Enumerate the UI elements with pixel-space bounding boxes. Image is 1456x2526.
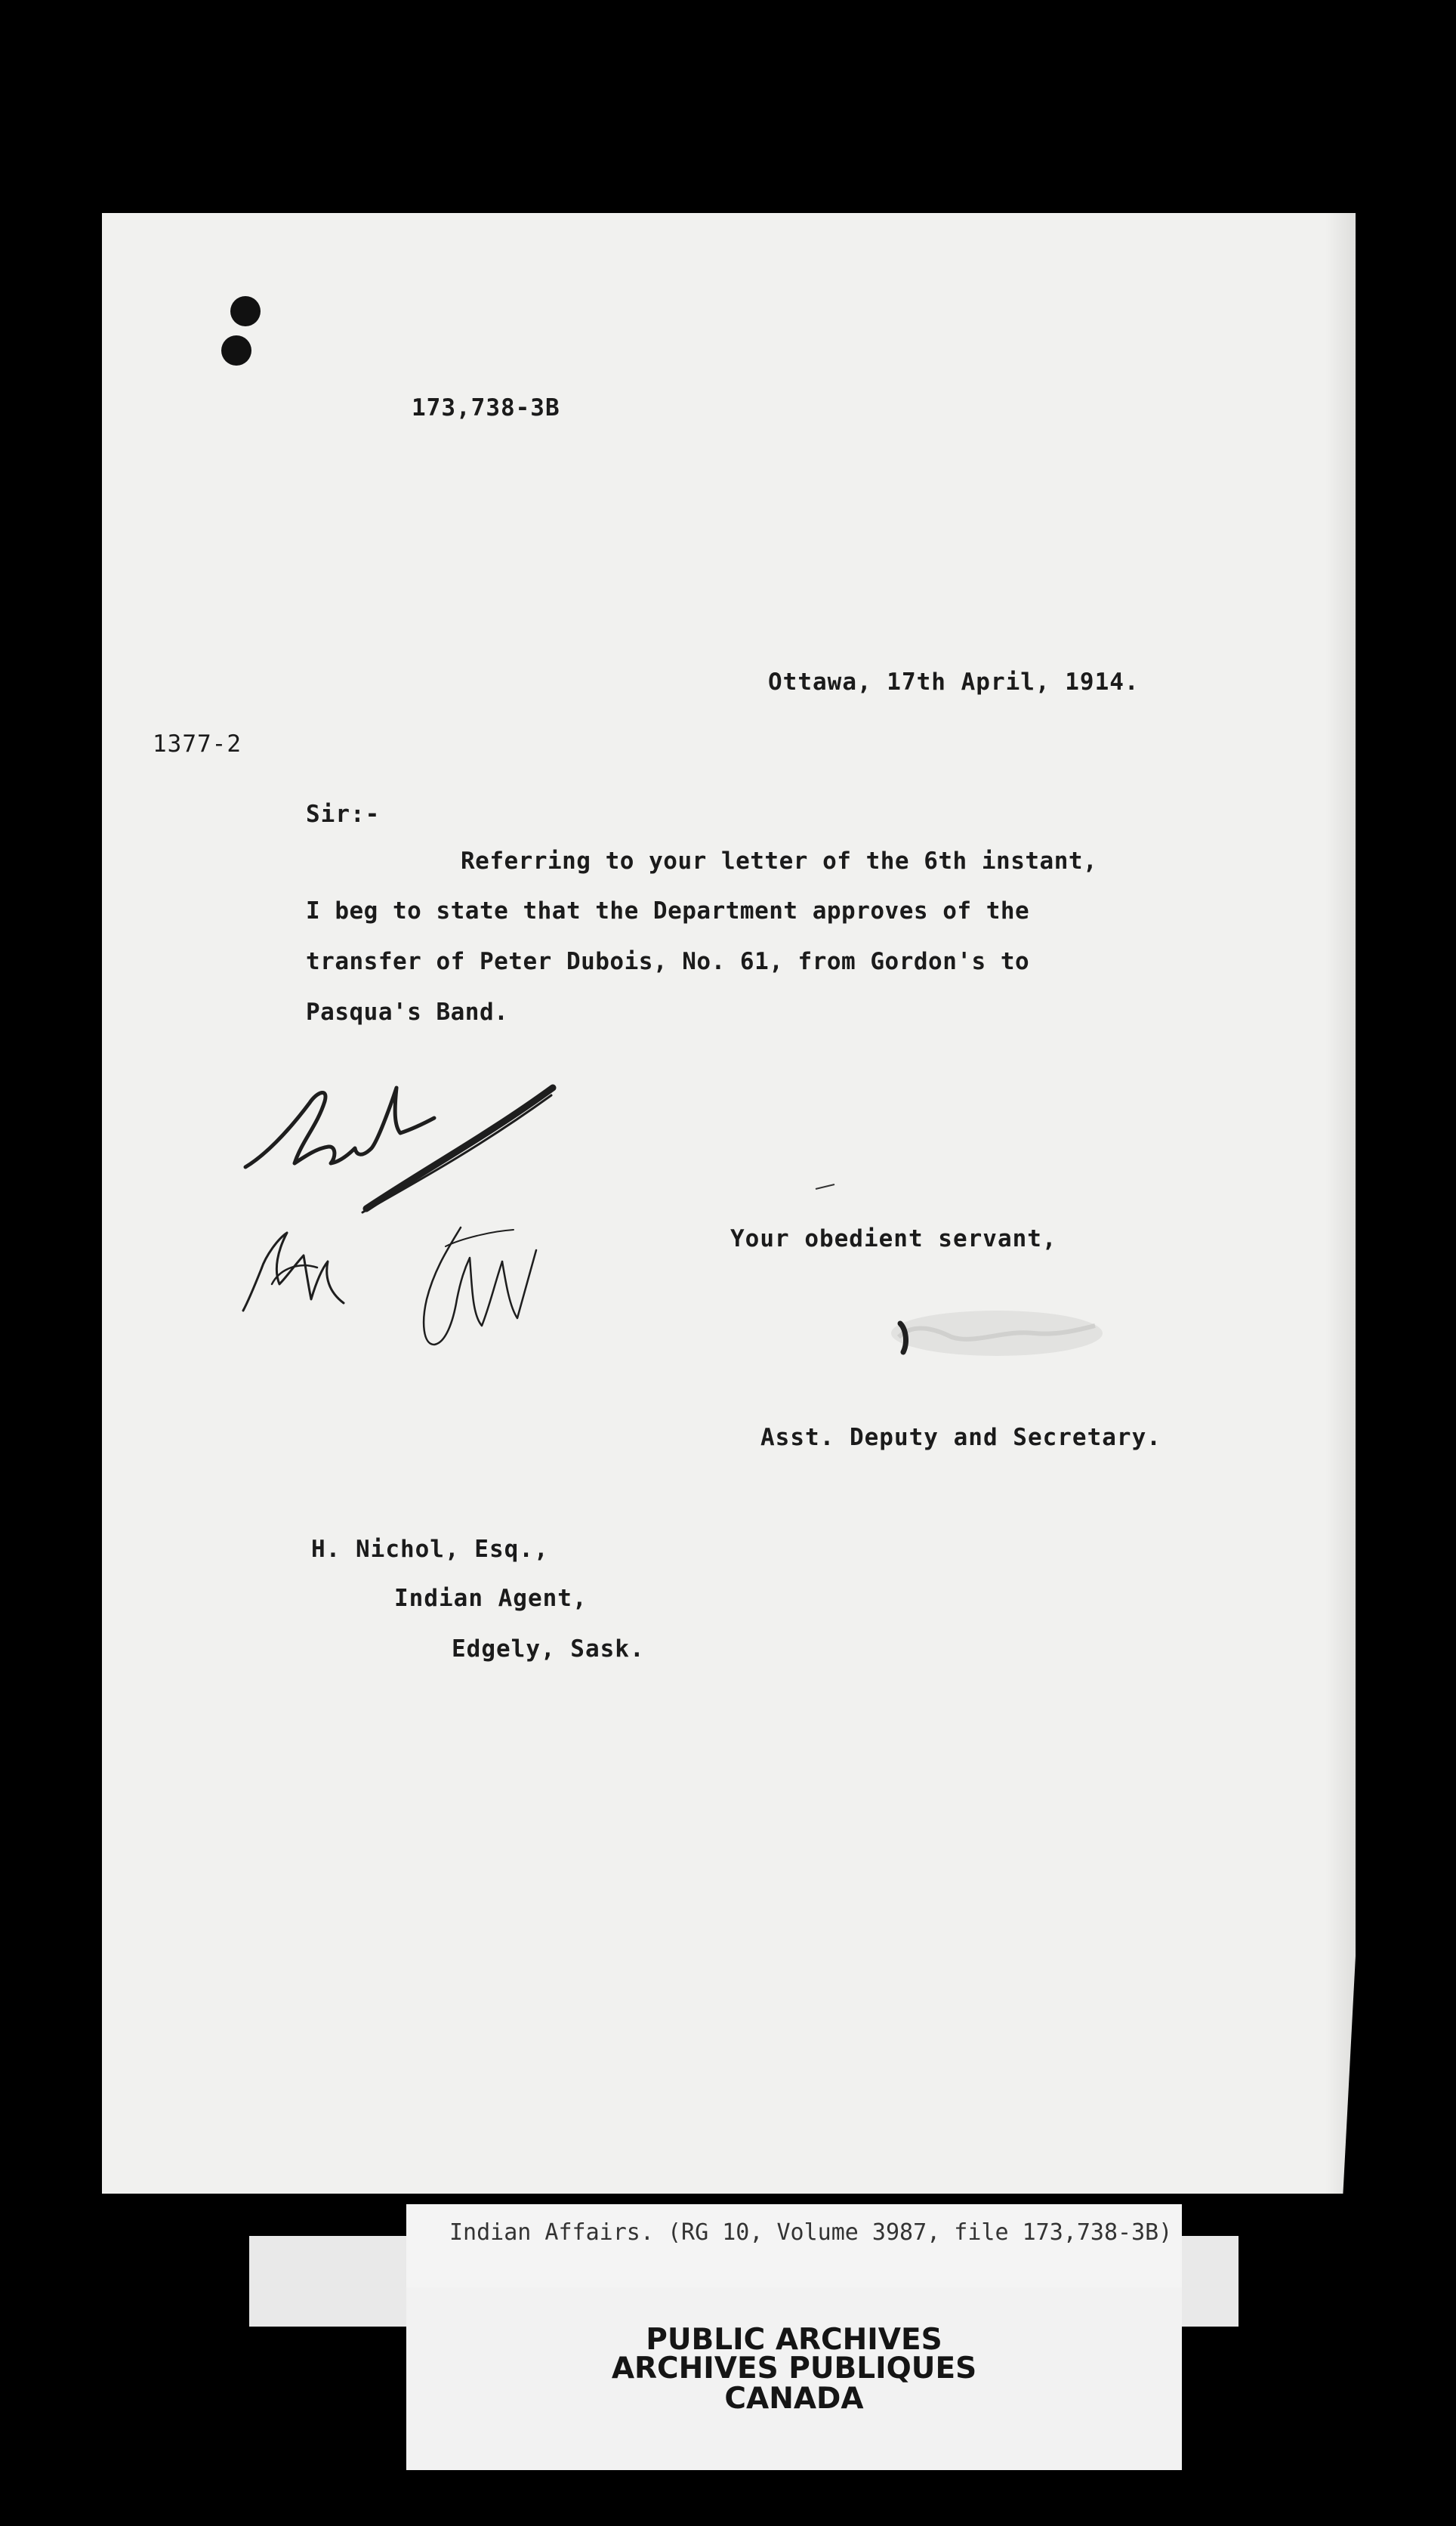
file-number: 173,738-3B — [412, 394, 560, 422]
caption-box — [406, 2204, 1182, 2287]
address-title: Indian Agent, — [394, 1585, 588, 1612]
body-line-3: transfer of Peter Dubois, No. 61, from Gordon's to — [306, 948, 1030, 975]
signature-title: Asst. Deputy and Secretary. — [760, 1424, 1161, 1451]
body-line-2: I beg to state that the Department approves of the — [306, 897, 1030, 925]
faded-signature — [868, 1299, 1118, 1382]
closing: Your obedient servant, — [730, 1225, 1057, 1252]
punch-hole-top — [224, 290, 267, 333]
body-line-4: Pasqua's Band. — [306, 999, 509, 1026]
stamp-line-1: PUBLIC ARCHIVES — [646, 2323, 942, 2357]
address-name: H. Nichol, Esq., — [311, 1536, 549, 1563]
punch-hole-bottom — [215, 329, 258, 372]
small-mark — [812, 1178, 842, 1194]
stamp-line-3: CANADA — [724, 2382, 864, 2416]
source-caption: Indian Affairs. (RG 10, Volume 3987, file 173,738-3B) — [449, 2219, 1173, 2246]
salutation: Sir:- — [306, 801, 381, 828]
margin-number: 1377-2 — [153, 730, 242, 758]
address-place: Edgely, Sask. — [452, 1635, 645, 1663]
handwritten-initials — [174, 1058, 642, 1405]
body-line-1: Referring to your letter of the 6th instant, — [461, 848, 1098, 875]
stamp-line-2: ARCHIVES PUBLIQUES — [611, 2352, 977, 2385]
date-line: Ottawa, 17th April, 1914. — [768, 669, 1140, 696]
